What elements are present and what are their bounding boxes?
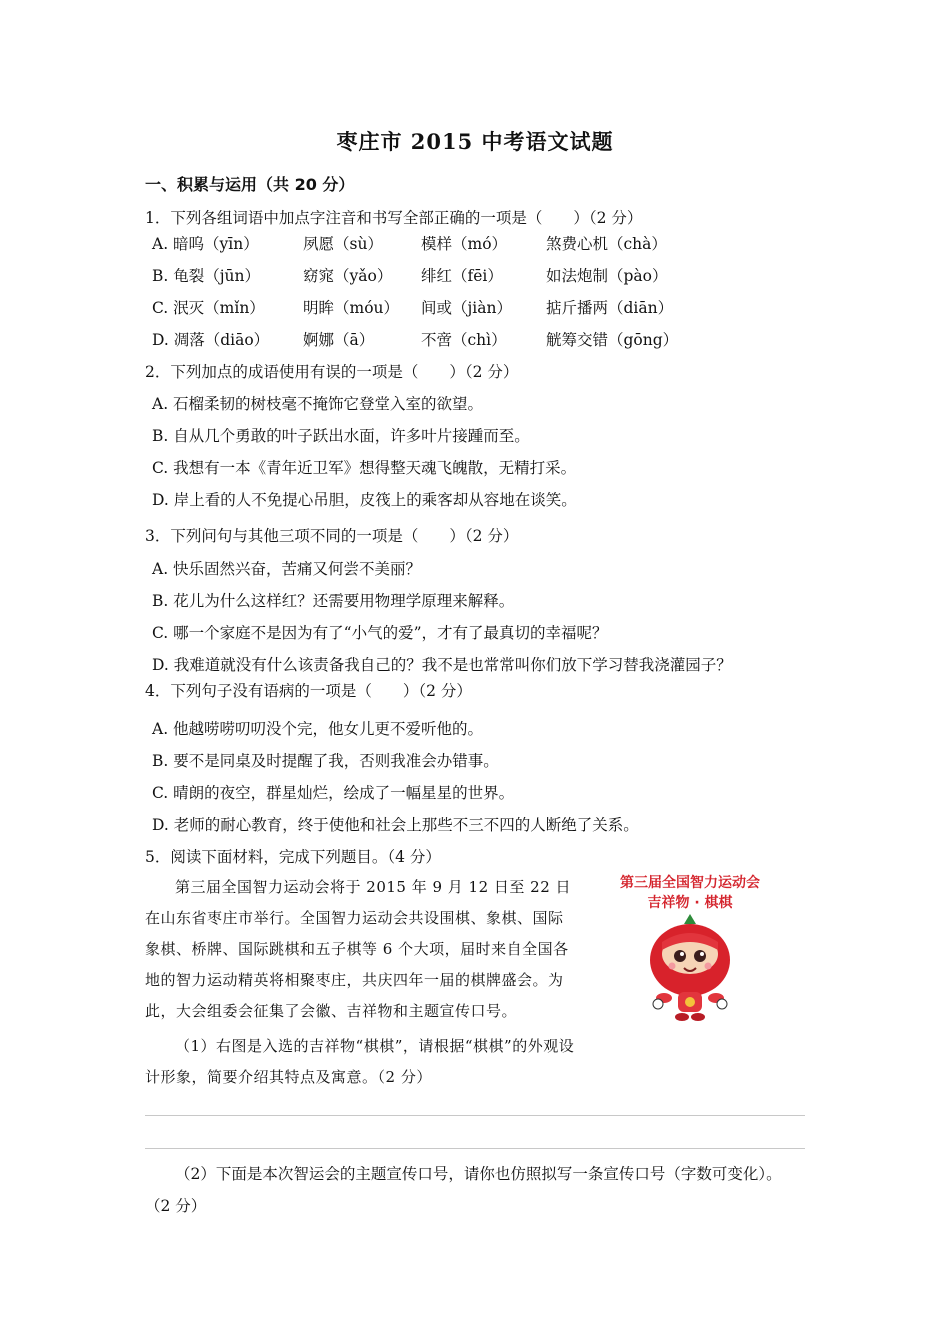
question-1-stem: 1．下列各组词语中加点字注音和书写全部正确的一项是（ ）（2 分） [145,209,643,227]
q1-option-a-4: 煞费心机（chà） [546,235,667,253]
question-5-stem: 5．阅读下面材料，完成下列题目。（4 分） [145,848,441,866]
q1-option-a-2: 夙愿（sù） [303,235,383,253]
q4-option-b: B. 要不是同桌及时提醒了我，否则我准会办错事。 [152,752,499,770]
q1-option-a-1: A. 暗呜（yīn） [152,235,259,253]
answer-line-2 [145,1148,805,1149]
q1-option-c-4: 掂斤播两（diān） [546,299,674,317]
q3-option-c: C. 哪一个家庭不是因为有了“小气的爱”，才有了最真切的幸福呢？ [152,624,608,642]
q1-option-b-1: B. 龟裂（jūn） [152,267,261,285]
q5-sub-question-2: （2）下面是本次智运会的主题宣传口号，请你也仿照拟写一条宣传口号（字数可变化）。 [175,1165,782,1183]
q1-option-d-4: 觥筹交错（gōng） [546,331,679,349]
q4-option-a: A. 他越唠唠叨叨没个完，他女儿更不爱听他的。 [152,720,484,738]
mascot-figure [592,842,788,1038]
q3-option-a: A. 快乐固然兴奋，苦痛又何尝不美丽？ [152,560,422,578]
page-title: 枣庄市 2015 中考语文试题 [336,129,614,154]
q1-option-d-1: D. 凋落（diāo） [152,331,270,349]
q4-option-d: D. 老师的耐心教育，终于使他和社会上那些不三不四的人断绝了关系。 [152,816,639,834]
q1-option-b-3: 绯红（fēi） [421,267,503,285]
q2-option-a: A. 石榴柔韧的树枝毫不掩饰它登堂入室的欲望。 [152,395,484,413]
q1-option-d-2: 婀娜（ā） [303,331,375,349]
q1-option-b-4: 如法炮制（pào） [546,267,668,285]
q1-option-d-3: 不啻（chì） [421,331,507,349]
mascot-title-line1: 第三届全国智力运动会 [620,875,760,891]
q1-option-c-2: 明眸（móu） [303,299,400,317]
q5-material: 第三届全国智力运动会将于 2015 年 9 月 12 日至 22 日在山东省枣庄市举行。全国智力运动会共设围棋、象棋、国际象棋、桥牌、国际跳棋和五子棋等 6 个大项，届时来自全国各地的智力运动精英将相聚枣庄，共庆四年一届的棋牌盛会。为此，大会组委会征集了会徽、吉祥物和主题宣传口号。 [145,878,572,1020]
q2-option-b: B. 自从几个勇敢的叶子跃出水面，许多叶片接踵而至。 [152,427,530,445]
q5-sub-question-1: （1）右图是入选的吉祥物“棋棋”，请根据“棋棋”的外观设计形象，简要介绍其特点及寓意。（2 分） [145,1037,575,1086]
q1-option-c-1: C. 泯灭（mǐn） [152,299,265,317]
q5-sub-question-2-score: （2 分） [145,1197,207,1215]
question-3-stem: 3．下列问句与其他三项不同的一项是（ ）（2 分） [145,527,519,545]
q1-option-c-3: 间或（jiàn） [421,299,512,317]
question-4-stem: 4．下列句子没有语病的一项是（ ）（2 分） [145,682,472,700]
answer-line-1 [145,1115,805,1116]
q4-option-c: C. 晴朗的夜空，群星灿烂，绘成了一幅星星的世界。 [152,784,515,802]
q2-option-c: C. 我想有一本《青年近卫军》想得整天魂飞魄散，无精打采。 [152,459,577,477]
q1-option-b-2: 窈窕（yǎo） [303,267,393,285]
section-heading: 一、积累与运用（共 20 分） [145,175,355,194]
mascot-image [592,842,788,1038]
question-2-stem: 2．下列加点的成语使用有误的一项是（ ）（2 分） [145,363,519,381]
q3-option-b: B. 花儿为什么这样红？还需要用物理学原理来解释。 [152,592,515,610]
q3-option-d: D. 我难道就没有什么该责备我自己的？我不是也常常叫你们放下学习替我浇灌园子？ [152,656,732,674]
q1-option-a-3: 模样（mó） [421,235,508,253]
mascot-title-line2: 吉祥物 · 棋棋 [647,895,733,911]
q2-option-d: D. 岸上看的人不免提心吊胆，皮筏上的乘客却从容地在谈笑。 [152,491,577,509]
